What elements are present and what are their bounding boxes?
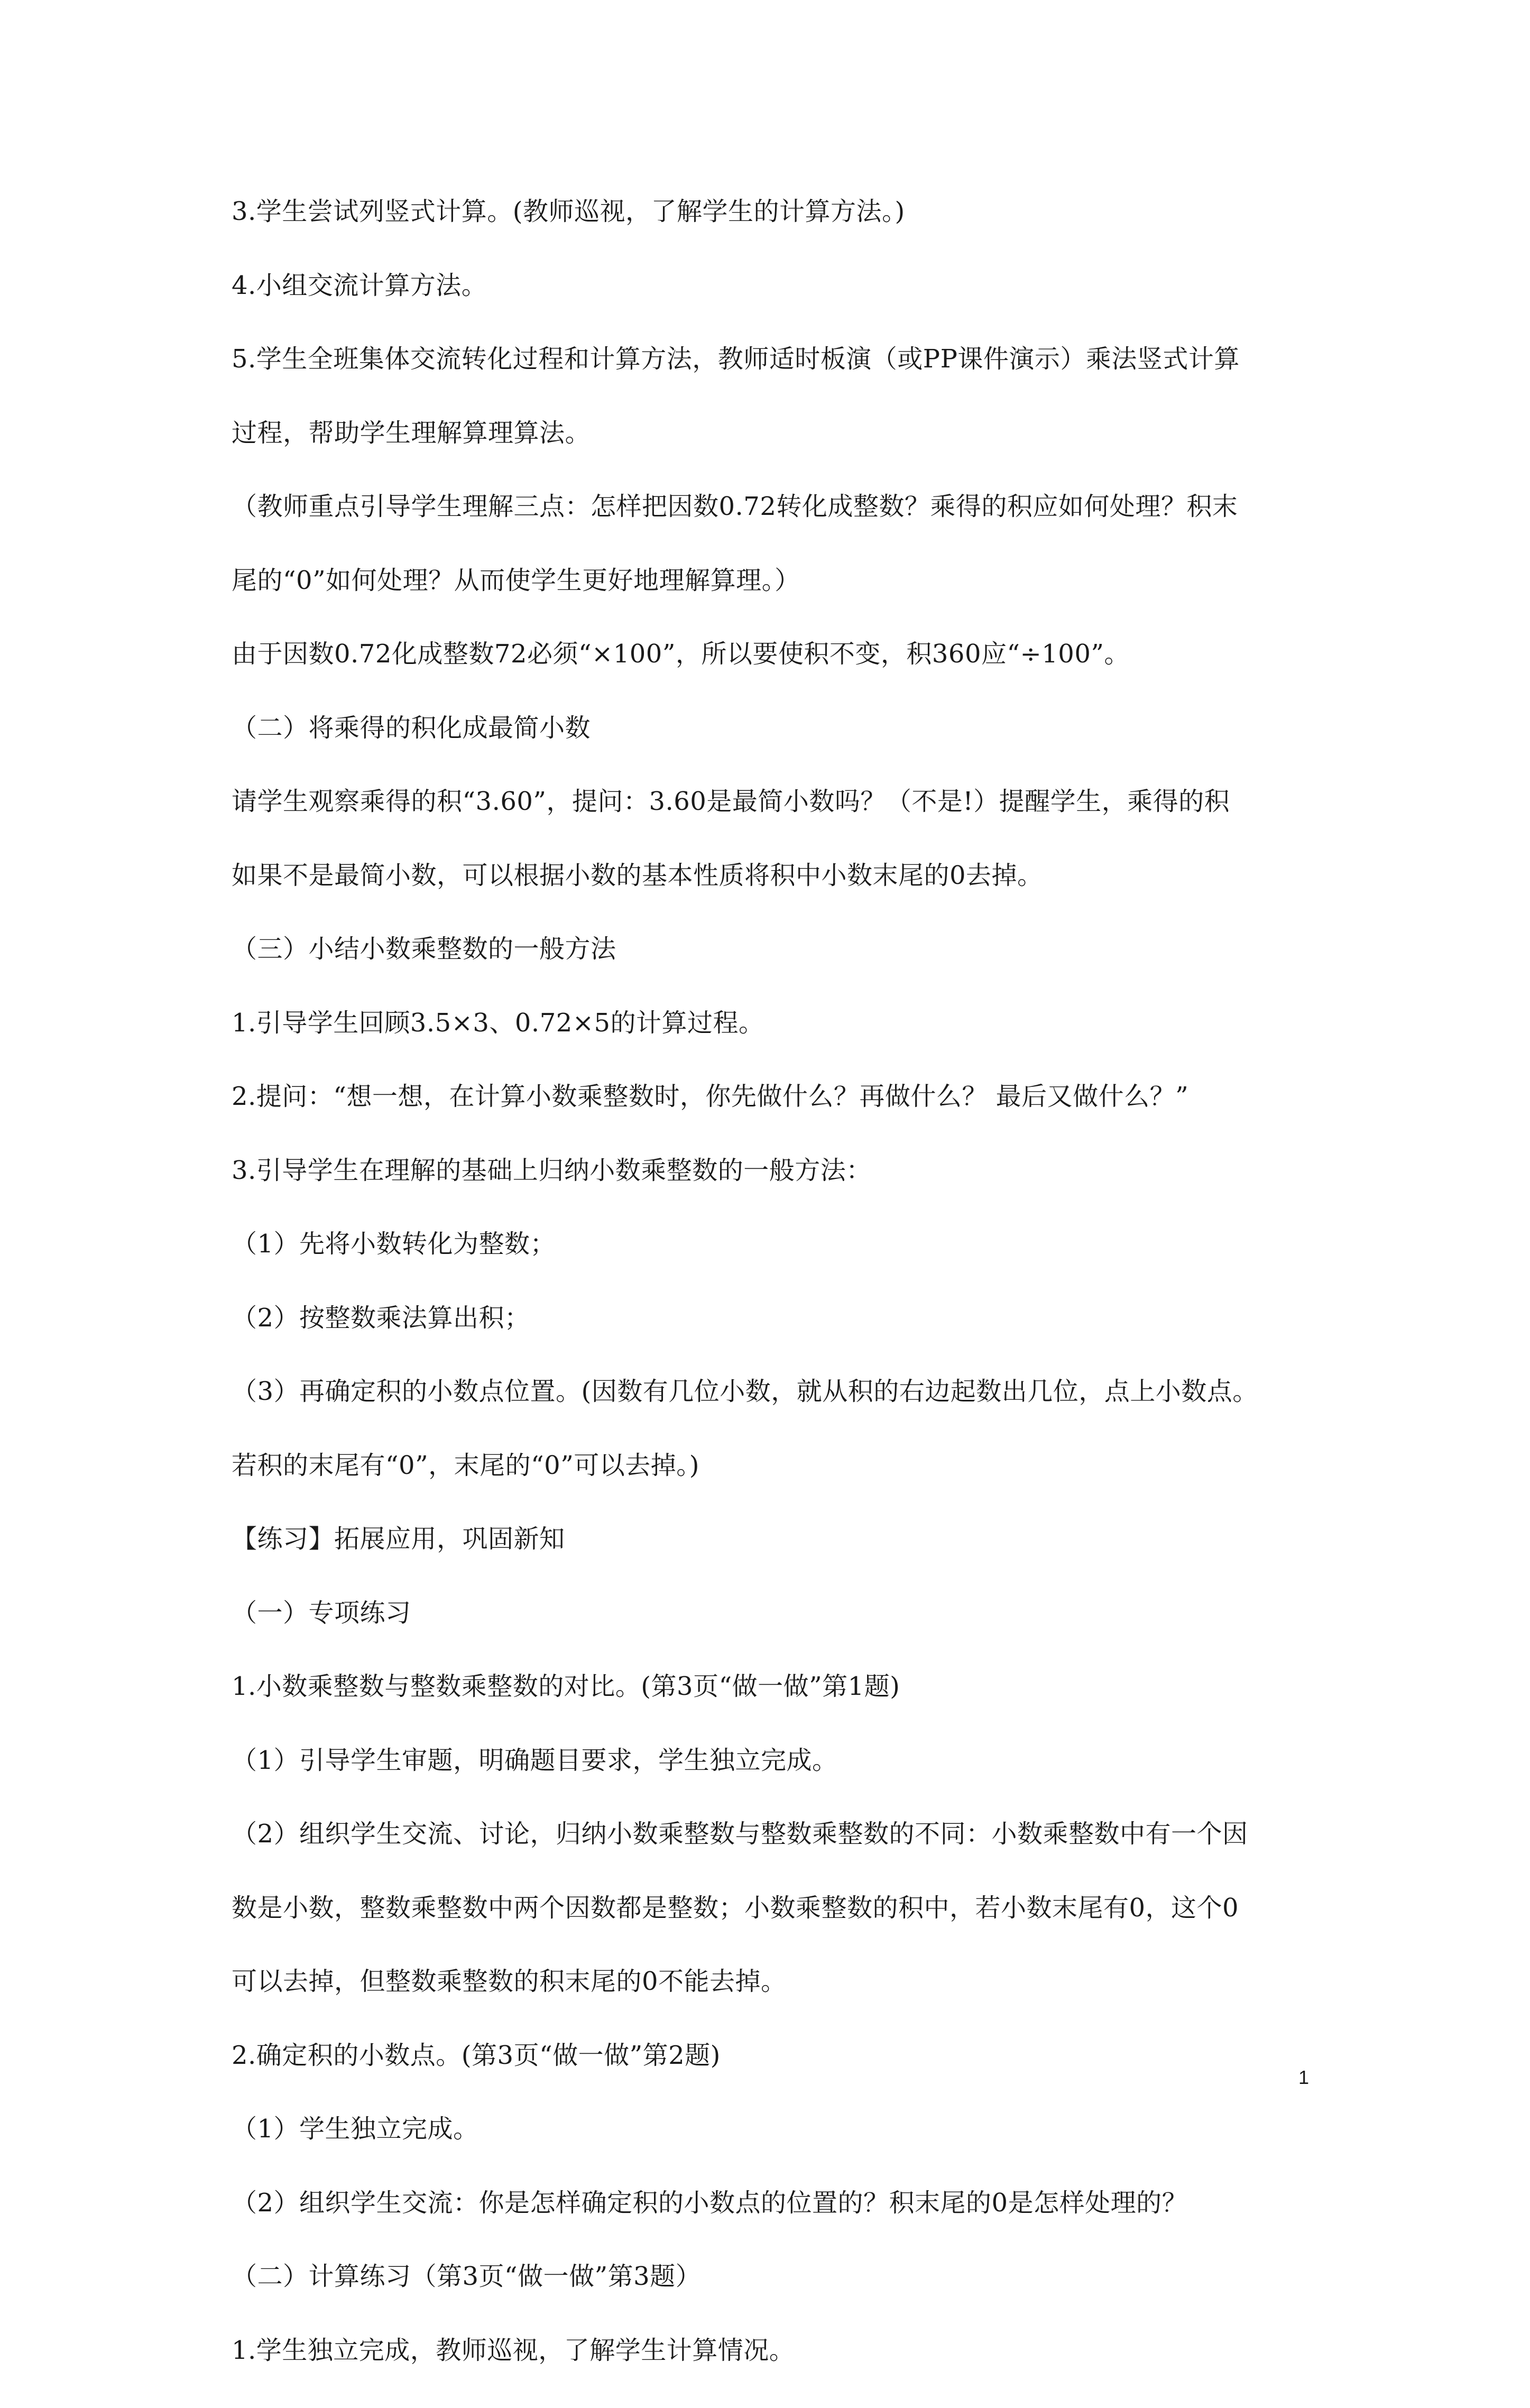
- section-heading: （三）小结小数乘整数的一般方法: [232, 934, 616, 964]
- list-item: （2）组织学生交流、讨论，归纳小数乘整数与整数乘整数的不同：小数乘整数中有一个因: [232, 1819, 1248, 1849]
- text-line: 可以去掉，但整数乘整数的积末尾的0不能去掉。: [232, 1967, 787, 1996]
- page-number: 1: [1298, 2066, 1309, 2088]
- text-line: 1.小数乘整数与整数乘整数的对比。(第3页“做一做”第1题): [232, 1672, 900, 1701]
- text-line: 3.引导学生在理解的基础上归纳小数乘整数的一般方法：: [232, 1155, 872, 1185]
- text-line: 3.学生尝试列竖式计算。(教师巡视，了解学生的计算方法。): [232, 197, 905, 226]
- list-item: （3）再确定积的小数点位置。(因数有几位小数，就从积的右边起数出几位，点上小数点。: [232, 1377, 1258, 1406]
- list-item: （1）引导学生审题，明确题目要求，学生独立完成。: [232, 1745, 838, 1775]
- text-line: 1.引导学生回顾3.5×3、0.72×5的计算过程。: [232, 1008, 764, 1038]
- text-line: 尾的“0”如何处理？从而使学生更好地理解算理。）: [232, 565, 800, 595]
- text-line: 1.学生独立完成，教师巡视，了解学生计算情况。: [232, 2335, 795, 2365]
- text-line: 如果不是最简小数，可以根据小数的基本性质将积中小数末尾的0去掉。: [232, 860, 1043, 890]
- text-line: 过程，帮助学生理解算理算法。: [232, 418, 591, 448]
- list-item: （1）学生独立完成。: [232, 2114, 479, 2144]
- text-line: 若积的末尾有“0”，末尾的“0”可以去掉。): [232, 1450, 699, 1480]
- list-item: （2）按整数乘法算出积；: [232, 1303, 530, 1333]
- text-line: （教师重点引导学生理解三点：怎样把因数0.72转化成整数？乘得的积应如何处理？积末: [232, 492, 1238, 521]
- section-heading: （二）计算练习（第3页“做一做”第3题）: [232, 2262, 702, 2291]
- list-item: （2）组织学生交流：你是怎样确定积的小数点的位置的？积末尾的0是怎样处理的？: [232, 2188, 1188, 2218]
- list-item: （1）先将小数转化为整数；: [232, 1229, 556, 1259]
- document-body: [232, 196, 1310, 2408]
- text-line: 5.学生全班集体交流转化过程和计算方法，教师适时板演（或PP课件演示）乘法竖式计算: [232, 344, 1240, 374]
- section-heading: （二）将乘得的积化成最简小数: [232, 713, 591, 743]
- text-line: 请学生观察乘得的积“3.60”，提问：3.60是最简小数吗？（不是!）提醒学生，乘得的积: [232, 787, 1230, 816]
- text-line: 2.确定积的小数点。(第3页“做一做”第2题): [232, 2040, 721, 2070]
- text-line: 2.提问：“想一想，在计算小数乘整数时，你先做什么？再做什么？ 最后又做什么？”: [232, 1082, 1189, 1111]
- text-line: 4.小组交流计算方法。: [232, 270, 487, 300]
- section-heading: 【练习】拓展应用，巩固新知: [232, 1524, 565, 1554]
- text-line: 由于因数0.72化成整数72必须“×100”，所以要使积不变，积360应“÷100”。: [232, 639, 1130, 669]
- section-heading: （一）专项练习: [232, 1598, 411, 1628]
- text-line: 数是小数，整数乘整数中两个因数都是整数；小数乘整数的积中，若小数末尾有0，这个0: [232, 1893, 1239, 1923]
